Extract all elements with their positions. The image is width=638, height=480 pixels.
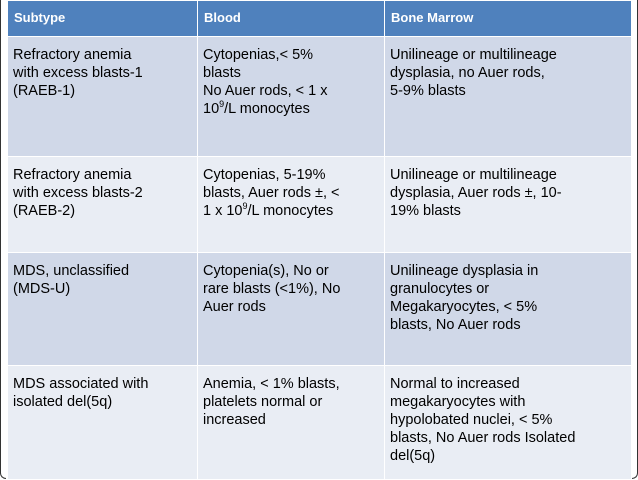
header-blood: Blood <box>198 1 385 37</box>
text-line: blasts, Auer rods ±, < <box>203 185 340 201</box>
subtype-cell <box>8 37 198 157</box>
header-subtype: Subtype <box>8 1 198 37</box>
text-fragment: /L monocytes <box>247 203 334 219</box>
text-line <box>203 202 378 220</box>
text-line <box>203 100 378 118</box>
bone-marrow-cell <box>385 37 632 157</box>
text-line: rare blasts (<1%), No <box>203 281 341 297</box>
text-line: Cytopenia(s), No or <box>203 263 329 279</box>
text-line: dysplasia, no Auer rods, <box>390 65 545 81</box>
text-line: del(5q) <box>390 448 436 464</box>
text-line: Unilineage or multilineage <box>390 167 557 183</box>
text-line: Normal to increased <box>390 376 520 392</box>
text-line: blasts, No Auer rods Isolated <box>390 430 576 446</box>
text-line: Cytopenias, 5-19% <box>203 167 326 183</box>
superscript: 9 <box>219 99 225 110</box>
text-line: (RAEB-1) <box>13 83 76 99</box>
subtype-cell <box>8 157 198 253</box>
text-line: (MDS-U) <box>13 281 71 297</box>
text-line: blasts, No Auer rods <box>390 317 521 333</box>
text-line: Refractory anemia <box>13 167 132 183</box>
text-line: hypolobated nuclei, < 5% <box>390 412 553 428</box>
table-row <box>8 366 632 480</box>
bone-marrow-cell <box>385 157 632 253</box>
text-line: (RAEB-2) <box>13 203 76 219</box>
text-fragment: /L monocytes <box>224 101 310 117</box>
text-line: platelets normal or <box>203 394 323 410</box>
text-line: blasts <box>203 65 241 81</box>
header-bone-marrow: Bone Marrow <box>385 1 632 37</box>
table-row <box>8 157 632 253</box>
text-line: dysplasia, Auer rods ±, 10- <box>390 185 562 201</box>
text-line: Anemia, < 1% blasts, <box>203 376 340 392</box>
text-line: with excess blasts-2 <box>13 185 143 201</box>
text-line: granulocytes or <box>390 281 490 297</box>
bone-marrow-cell <box>385 366 632 480</box>
text-line: No Auer rods, < 1 x <box>203 83 328 99</box>
subtype-cell <box>8 253 198 366</box>
text-line: Unilineage or multilineage <box>390 47 557 63</box>
superscript: 9 <box>242 201 248 212</box>
text-line: isolated del(5q) <box>13 394 113 410</box>
table-row <box>8 253 632 366</box>
blood-cell <box>198 253 385 366</box>
header-row <box>8 1 632 37</box>
bone-marrow-cell <box>385 253 632 366</box>
text-fragment: 10 <box>203 101 220 117</box>
right-bracket-decoration <box>632 0 638 479</box>
subtype-cell <box>8 366 198 480</box>
text-line: 19% blasts <box>390 203 461 219</box>
text-line: MDS, unclassified <box>13 263 130 279</box>
text-line: Unilineage dysplasia in <box>390 263 539 279</box>
blood-cell <box>198 366 385 480</box>
text-line: Refractory anemia <box>13 47 132 63</box>
blood-cell <box>198 37 385 157</box>
text-line: Cytopenias,< 5% <box>203 47 314 63</box>
text-line: Megakaryocytes, < 5% <box>390 299 538 315</box>
text-line: megakaryocytes with <box>390 394 526 410</box>
text-line: MDS associated with <box>13 376 149 392</box>
text-fragment: 1 x 10 <box>203 203 243 219</box>
text-line: increased <box>203 412 266 428</box>
left-bracket-decoration <box>0 0 6 479</box>
text-line: 5-9% blasts <box>390 83 466 99</box>
blood-cell <box>198 157 385 253</box>
text-line: Auer rods <box>203 299 266 315</box>
text-line: with excess blasts-1 <box>13 65 143 81</box>
mds-subtype-table <box>7 0 632 480</box>
table-row <box>8 37 632 157</box>
